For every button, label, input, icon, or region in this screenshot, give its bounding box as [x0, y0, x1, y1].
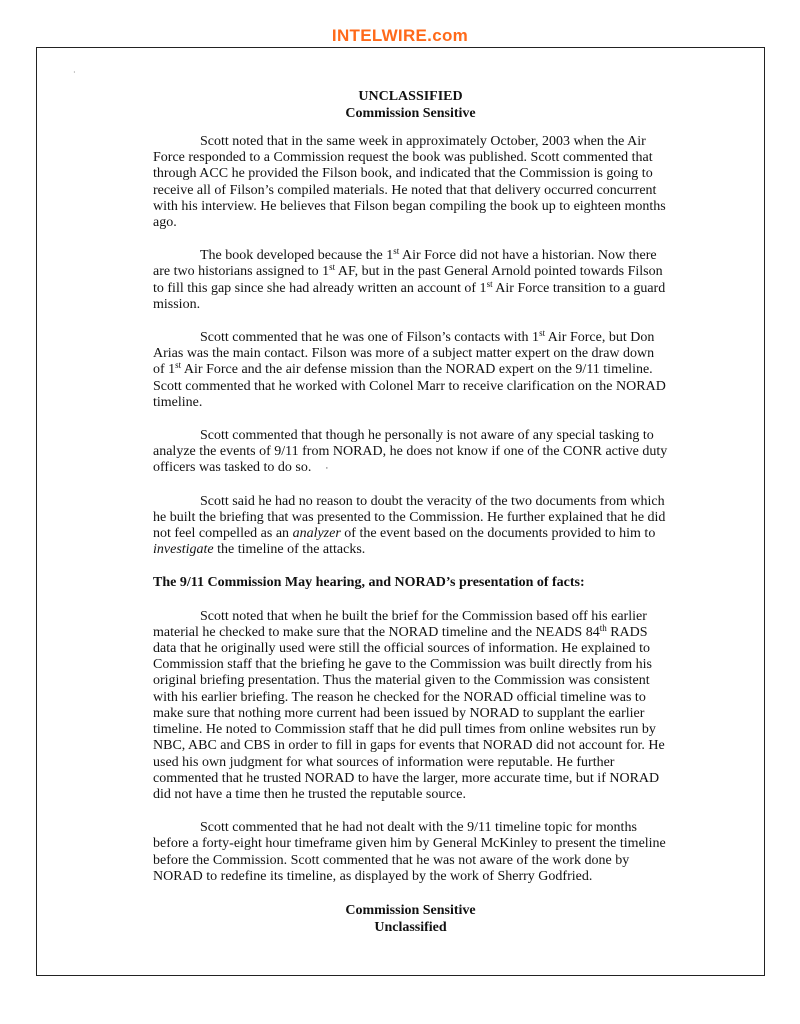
page-border-bottom [36, 975, 765, 976]
stray-mark: · [325, 463, 329, 474]
paragraph-filson-contacts: Scott commented that he was one of Filson’s contacts with 1st Air Force, but Don Arias was the main contact. Filson was more of a subject matter expert on the draw down of 1st Air Force and the air defense mission than the NORAD expert on the 9/11 timeline. Scott commented that he worked with Colonel Marr to receive clarification on the NORAD timeline. [153, 328, 666, 410]
page-border-top [36, 47, 764, 48]
scan-speck: · [73, 68, 76, 77]
page-border-left [36, 47, 37, 975]
section-heading: The 9/11 Commission May hearing, and NORAD’s presentation of facts: [153, 575, 585, 591]
document-page [153, 88, 668, 936]
paragraph-historians: The book developed because the 1st Air Force did not have a historian. Now there are two historians assigned to 1st AF, but in the past General Arnold pointed towards Filson to fill this gap since she had already written an account of 1st Air Force transition to a guard mission. [153, 246, 666, 312]
paragraph-filson-book: Scott noted that in the same week in approximately October, 2003 when the Air Force responded to a Commission request the book was published. Scott commented that through ACC he provided the Filson book, and indicated that the Commission is going to receive all of Filson’s compiled materials. He noted that that delivery occurred concurrent with his interview. He believes that Filson began compiling the book up to eighteen months ago. [153, 134, 666, 231]
intelwire-watermark: INTELWIRE.com [331, 26, 469, 45]
paragraph-timeline-topic: Scott commented that he had not dealt with the 9/11 timeline topic for months before a forty-eight hour timeframe given him by General McKinley to present the timeline before the Commission. Scott commented that he was not aware of the work done by NORAD to redefine its timeline, as displayed by the work of Sherry Godfried. [153, 820, 666, 884]
paragraph-special-tasking: Scott commented that though he personally is not aware of any special tasking to analyze the events of 9/11 from NORAD, he does not know if one of the CONR active duty officers was tasked to do so. · [153, 428, 668, 476]
header-classification: UNCLASSIFIED [358, 89, 463, 104]
paragraph-veracity: Scott said he had no reason to doubt the veracity of the two documents from which he built the briefing that was presented to the Commission. He further explained that he did not feel compelled as an analyzer of the event based on the documents provided to him to investigate the timeline of the attacks. [153, 493, 666, 558]
header-sensitivity: Commission Sensitive [345, 106, 476, 121]
paragraph-brief-sources: Scott noted that when he built the brief for the Commission based off his earlier material he checked to make sure that the NORAD timeline and the NEADS 84th RADS data that he originally used were still the official sources of information. He explained to Commission staff that the briefing he gave to the Commission was built directly from his original briefing presentation. Thus the material given to the Commission was consistent with his earlier briefing. The reason he checked for the NORAD official timeline was to make sure that nothing more current had been issued by NORAD to supplant the earlier timeline. He noted to Commission staff that he did pull times from online websites run by NBC, ABC and CBS in order to fill in gaps for events that NORAD did not account for. He used his own judgment for what sources of information were reputable. He further commented that he trusted NORAD to have the larger, more accurate time, but if NORAD did not have a time then he trusted the reputable source. [153, 608, 665, 802]
footer-classification: Unclassified [374, 919, 447, 935]
page-border-right [764, 47, 765, 975]
footer-sensitivity: Commission Sensitive [345, 902, 476, 918]
